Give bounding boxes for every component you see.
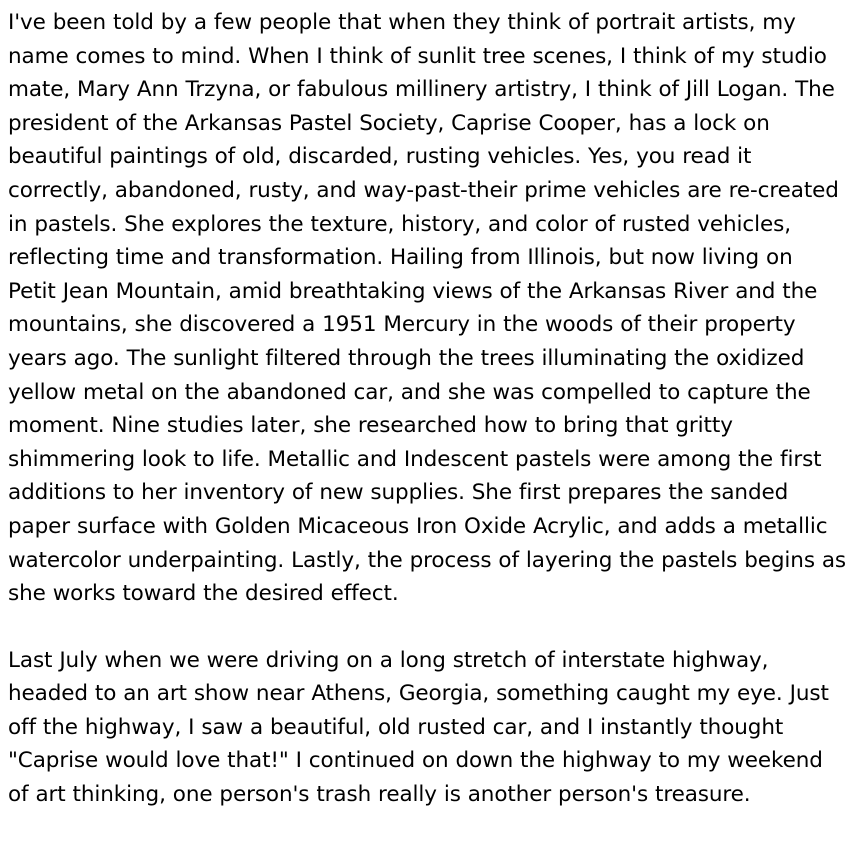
body-paragraph: I've been told by a few people that when they think of portrait artists, my name comes to mind. When I think of sunlit tree scenes, I think of my studio mate, Mary Ann Trzyna, or fabulous millinery artistry, I think of Jill Logan. The president of the Arkansas Pastel Society, Caprise Cooper, has a lock on beautiful paintings of old, discarded, rusting vehicles. Yes, you read it correctly, abandoned, rusty, and way-past-their prime vehicles are re-created in pastels. She explores the texture, history, and color of rusted vehicles, reflecting time and transformation. Hailing from Illinois, but now living on Petit Jean Mountain, amid breathtaking views of the Arkansas River and the mountains, she discovered a 1951 Mercury in the woods of their property years ago. The sunlight filtered through the trees illuminating the oxidized yellow metal on the abandoned car, and she was compelled to capture the moment. Nine studies later, she researched how to bring that gritty shimmering look to life. Metallic and Indescent pastels were among the first additions to her inventory of new supplies. She first prepares the sanded paper surface with Golden Micaceous Iron Oxide Acrylic, and adds a metallic watercolor underpainting. Lastly, the process of layering the pastels begins as she works toward the desired effect.	[8, 10, 847, 607]
article-body	[8, 6, 847, 812]
body-paragraph: Last July when we were driving on a long stretch of interstate highway, headed to an art show near Athens, Georgia, something caught my eye. Just off the highway, I saw a beautiful, old rusted car, and I instantly thought "Caprise would love that!" I continued on down the highway to my weekend of art thinking, one person's trash really is another person's treasure.	[8, 647, 829, 808]
